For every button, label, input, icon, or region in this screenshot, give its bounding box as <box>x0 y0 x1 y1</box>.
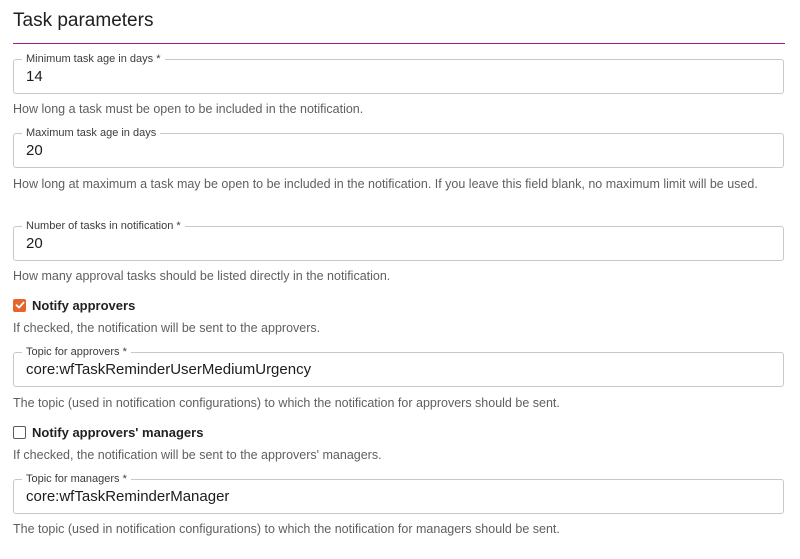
notify-approvers-row[interactable] <box>13 297 135 313</box>
max-age-input[interactable]: 20 <box>26 142 43 159</box>
topic-approvers-field[interactable] <box>13 346 784 387</box>
topic-managers-label: Topic for managers * <box>22 472 131 486</box>
section-title: Task parameters <box>13 10 154 31</box>
notify-managers-checkbox[interactable] <box>13 426 26 439</box>
topic-managers-input[interactable]: core:wfTaskReminderManager <box>26 488 230 505</box>
check-icon <box>15 300 25 310</box>
topic-approvers-help: The topic (used in notification configurations) to which the notification for approvers should be sent. <box>13 396 560 410</box>
topic-approvers-input[interactable]: core:wfTaskReminderUserMediumUrgency <box>26 361 312 378</box>
num-tasks-input[interactable]: 20 <box>26 235 43 252</box>
max-age-label: Maximum task age in days <box>22 126 160 140</box>
topic-managers-field[interactable] <box>13 473 784 514</box>
num-tasks-field[interactable] <box>13 220 784 261</box>
notify-approvers-label[interactable]: Notify approvers <box>32 297 136 313</box>
max-age-help: How long at maximum a task may be open to be included in the notification. If you leave this field blank, no maximum limit will be used. <box>13 177 758 191</box>
section-divider <box>13 43 785 44</box>
num-tasks-help: How many approval tasks should be listed directly in the notification. <box>13 269 391 283</box>
notify-managers-row[interactable] <box>13 424 203 440</box>
min-age-help: How long a task must be open to be included in the notification. <box>13 102 364 116</box>
min-age-field[interactable] <box>13 53 784 94</box>
min-age-label: Minimum task age in days * <box>22 52 165 66</box>
notify-managers-label[interactable]: Notify approvers' managers <box>32 424 204 440</box>
notify-approvers-help: If checked, the notification will be sent to the approvers. <box>13 321 321 335</box>
notify-managers-help: If checked, the notification will be sent to the approvers' managers. <box>13 448 382 462</box>
max-age-field[interactable] <box>13 127 784 168</box>
num-tasks-label: Number of tasks in notification * <box>22 219 185 233</box>
topic-approvers-label: Topic for approvers * <box>22 345 131 359</box>
min-age-input[interactable]: 14 <box>26 68 43 85</box>
notify-approvers-checkbox[interactable] <box>13 299 26 312</box>
topic-managers-help: The topic (used in notification configurations) to which the notification for managers should be sent. <box>13 522 560 536</box>
